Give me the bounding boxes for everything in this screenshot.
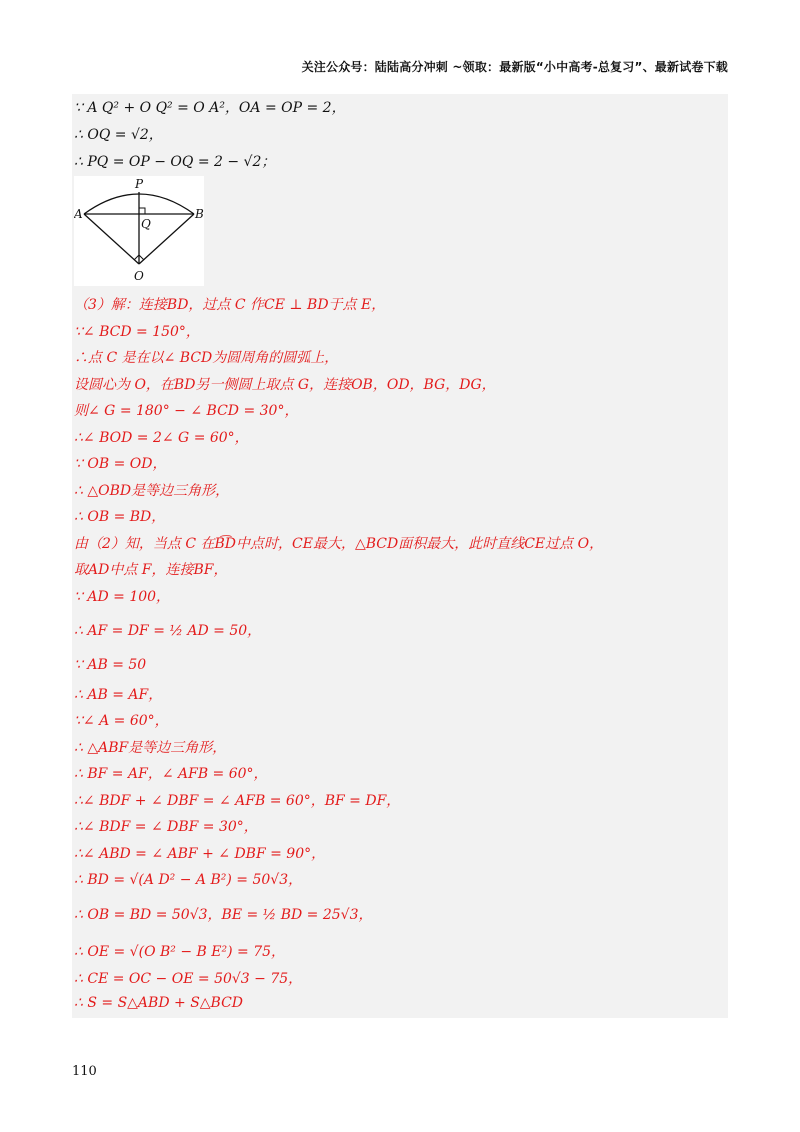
sector-figure [74, 176, 204, 286]
sector-diagram [74, 176, 204, 286]
solution-line: ∴∠ ABD = ∠ ABF + ∠ DBF = 90°， [74, 846, 326, 862]
label-q: Q [141, 217, 151, 231]
solution-line: ∴ BD = √(A D² − A B²) = 50√3， [74, 872, 303, 888]
label-b: B [195, 207, 204, 221]
label-a: A [74, 207, 83, 221]
solution-line: ∴ PQ = OP − OQ = 2 − √2； [74, 154, 276, 170]
solution-line: ∴ BF = AF，∠ AFB = 60°， [74, 766, 268, 782]
solution-line: ∵ OB = OD， [74, 456, 167, 472]
solution-line: ∴ CE = OC − OE = 50√3 − 75， [74, 971, 303, 987]
solution-line: ∴∠ BDF + ∠ DBF = ∠ AFB = 60°，BF = DF， [74, 793, 401, 809]
solution-line: 则∠ G = 180° − ∠ BCD = 30°， [74, 403, 299, 419]
solution-line: ∴点 C 是在以∠ BCD为圆周角的圆弧上， [74, 350, 339, 366]
radius-oa [84, 214, 139, 264]
solution-line: ∵ A Q² + O Q² = O A²，OA = OP = 2， [74, 100, 346, 116]
label-p: P [135, 177, 144, 191]
solution-line: ∴ S = S△ABD + S△BCD [74, 995, 244, 1011]
solution-line: ∴ OB = BD = 50√3，BE = ½ BD = 25√3， [74, 907, 373, 923]
solution-line: ∴∠ BOD = 2∠ G = 60°， [74, 430, 249, 446]
solution-line: 取AD中点 F，连接BF， [74, 562, 228, 578]
solution-line: （3）解：连接BD，过点 C 作CE ⊥ BD于点 E， [74, 297, 386, 313]
solution-line: ∴ △ABF是等边三角形， [74, 740, 227, 756]
page-header: 关注公众号：陆陆高分冲刺 ~领取：最新版“小中高考-总复习”、最新试卷下载 [301, 60, 728, 74]
solution-line: ∴∠ BDF = ∠ DBF = 30°， [74, 819, 258, 835]
solution-line: ∴ AF = DF = ½ AD = 50， [74, 623, 262, 639]
solution-line: 由（2）知，当点 C 在B͡D中点时，CE最大，△BCD面积最大，此时直线CE过点 O， [74, 536, 604, 552]
solution-line: ∵ AB = 50 [74, 657, 147, 673]
solution-line: ∴ OE = √(O B² − B E²) = 75， [74, 944, 286, 960]
solution-line: ∴ AB = AF， [74, 687, 163, 703]
solution-line: ∵∠ BCD = 150°， [74, 324, 200, 340]
solution-line: 设圆心为 O，在BD另一侧圆上取点 G，连接OB，OD，BG，DG， [74, 377, 496, 393]
solution-line: ∴ △OBD是等边三角形， [74, 483, 230, 499]
page-number: 110 [72, 1064, 97, 1079]
solution-line: ∴ OB = BD， [74, 509, 166, 525]
solution-line: ∵∠ A = 60°， [74, 713, 169, 729]
solution-line: ∵ AD = 100， [74, 589, 171, 605]
label-o: O [134, 269, 144, 283]
solution-line: ∴ OQ = √2， [74, 127, 163, 143]
right-angle-mark [139, 208, 145, 214]
